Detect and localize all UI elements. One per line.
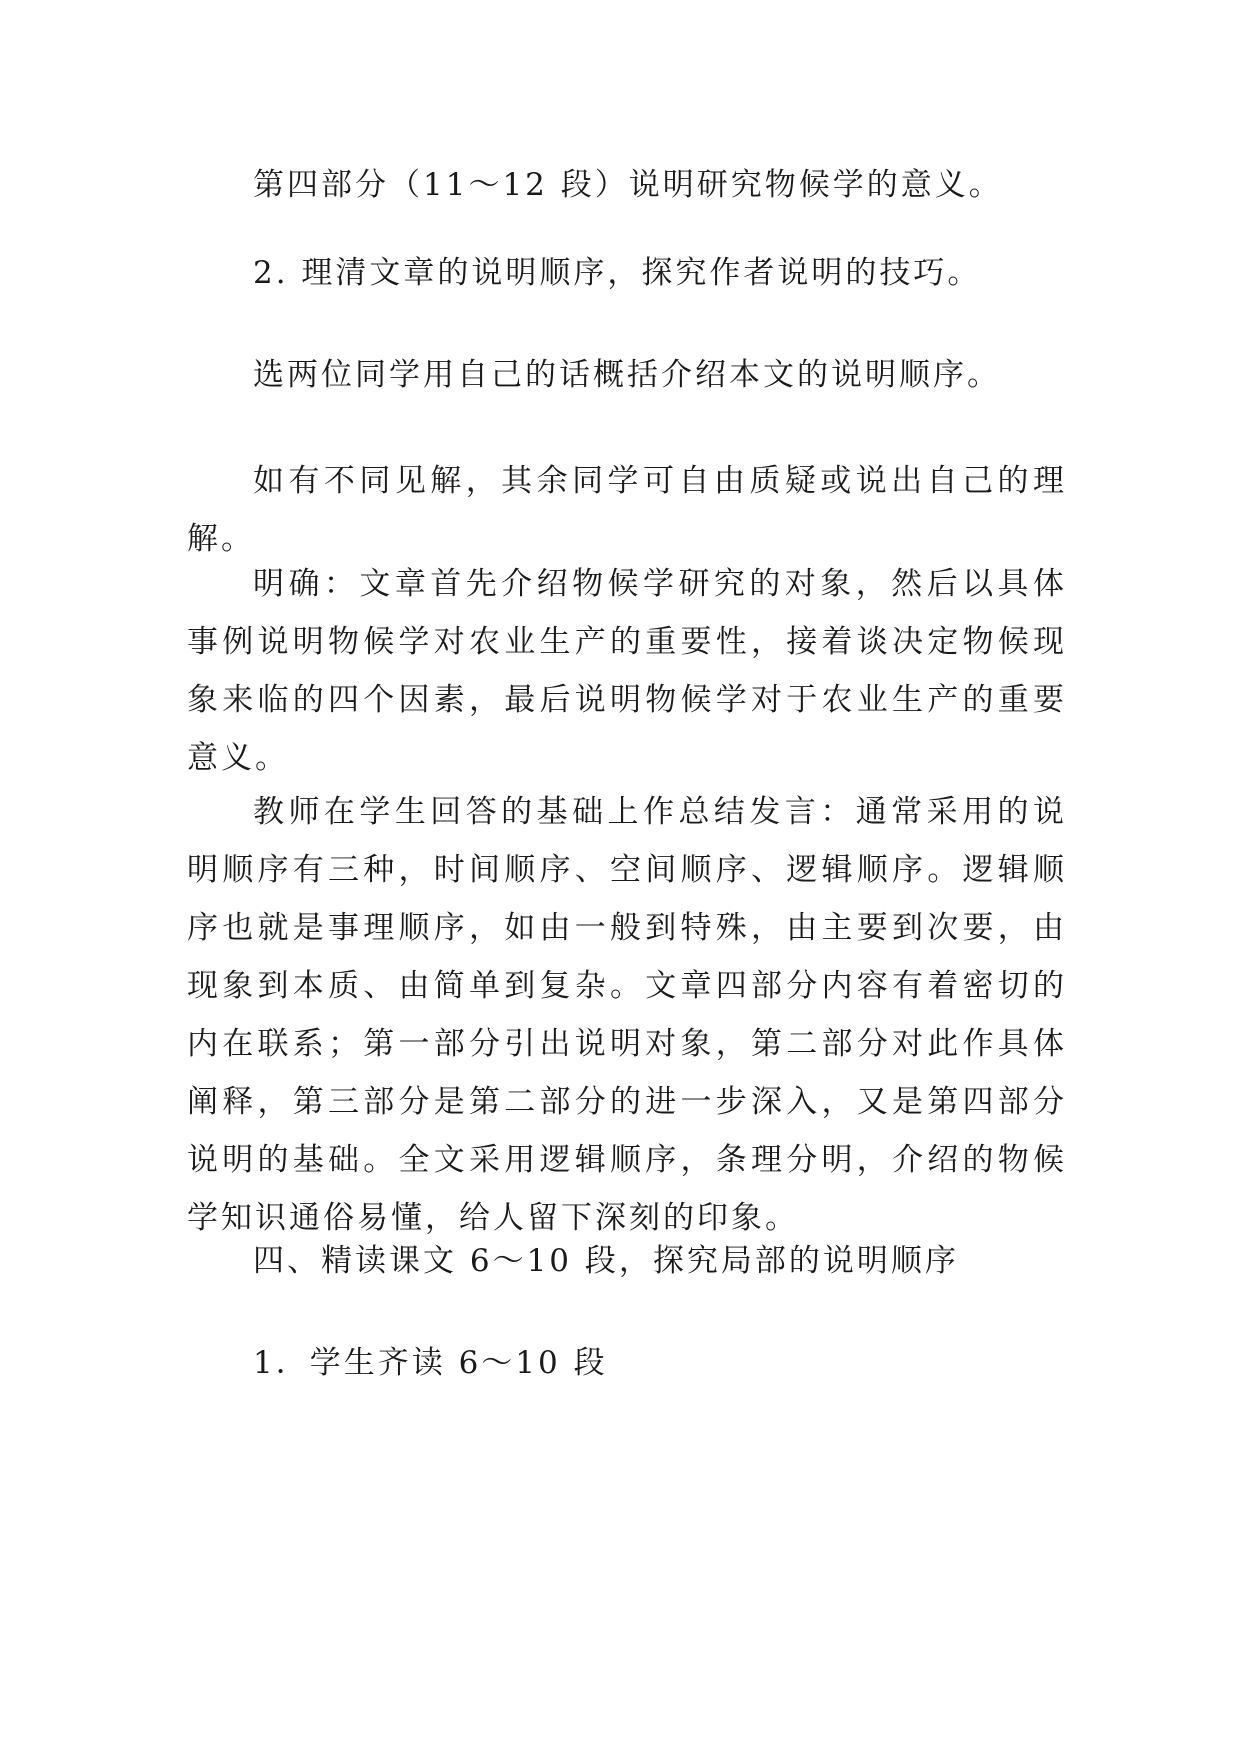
paragraph-clarify: 明确：文章首先介绍物候学研究的对象，然后以具体事例说明物候学对农业生产的重要性，接着谈决定物候现象来临的四个因素，最后说明物候学对于农业生产的重要意义。 (187, 566, 1067, 776)
paragraph-select-students: 选两位同学用自己的话概括介绍本文的说明顺序。 (253, 357, 1001, 393)
paragraph-read-aloud: 1．学生齐读 6～10 段 (253, 1345, 608, 1381)
section-heading-four: 四、精读课文 6～10 段，探究局部的说明顺序 (253, 1243, 959, 1279)
paragraph-teacher-summary: 教师在学生回答的基础上作总结发言：通常采用的说明顺序有三种，时间顺序、空间顺序、逻辑顺序。逻辑顺序也就是事理顺序，如由一般到特殊，由主要到次要，由现象到本质、由简单到复杂。文章四部分内容有着密切的内在联系；第一部分引出说明对象，第二部分对此作具体阐释，第三部分是第二部分的进一步深入，又是第四部分说明的基础。全文采用逻辑顺序，条理分明，介绍的物候学知识通俗易懂，给人留下深刻的印象。 (187, 794, 1067, 1236)
paragraph-part-four: 第四部分（11～12 段）说明研究物候学的意义。 (253, 167, 1003, 203)
paragraph-different-views: 如有不同见解，其余同学可自由质疑或说出自己的理解。 (187, 463, 1067, 557)
paragraph-task-two: 2. 理清文章的说明顺序，探究作者说明的技巧。 (253, 255, 982, 291)
